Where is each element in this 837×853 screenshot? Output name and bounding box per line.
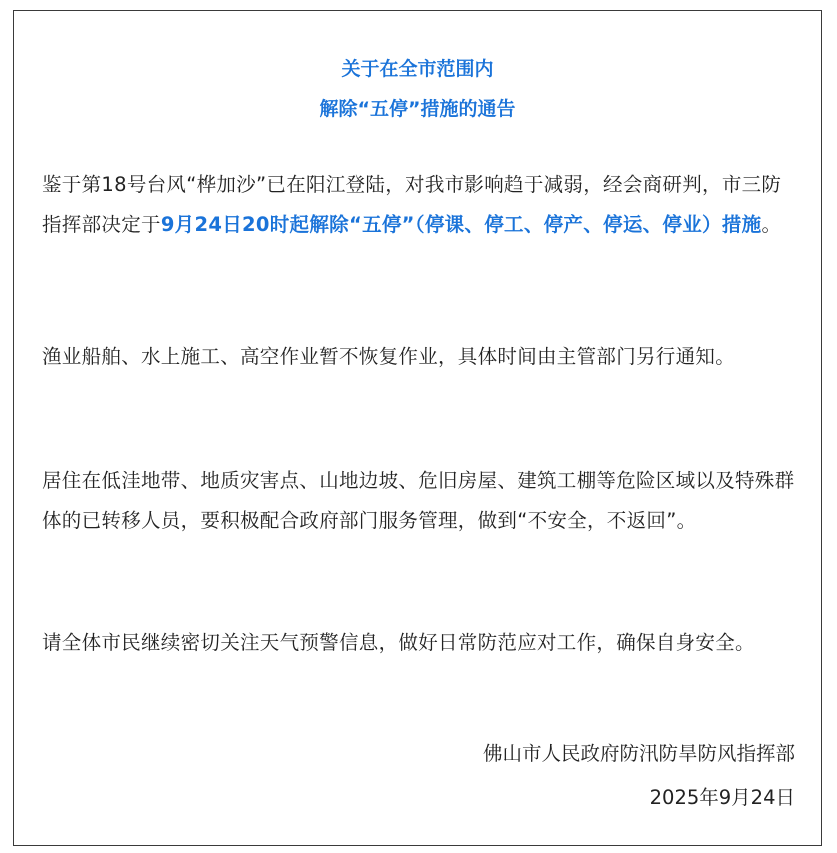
paragraph-lifting-end: 。 <box>761 213 782 236</box>
signature-date: 2025年9月24日 <box>649 786 795 809</box>
notice-title-line2: 解除“五停”措施的通告 <box>319 98 516 120</box>
notice-frame <box>13 10 822 846</box>
paragraph-operations-suspended: 渔业船舶、水上施工、高空作业暂不恢复作业，具体时间由主管部门另行通知。 <box>42 345 736 368</box>
paragraph-public-advice: 请全体市民继续密切关注天气预警信息，做好日常防范应对工作，确保自身安全。 <box>42 631 755 654</box>
signature-organization: 佛山市人民政府防汛防旱防风指挥部 <box>482 742 795 765</box>
notice-title-line1: 关于在全市范围内 <box>341 58 494 80</box>
paragraph-lifting-text: 鉴于第18号台风“桦加沙”已在阳江登陆，对我市影响趋于减弱，经会商研判，市三防指挥部决定于 <box>42 173 782 236</box>
paragraph-evacuees: 居住在低洼地带、地质灾害点、山地边坡、危旧房屋、建筑工棚等危险区域以及特殊群体的已转移人员，要积极配合政府部门服务管理，做到“不安全，不返回”。 <box>42 469 795 532</box>
paragraph-lifting-decision <box>42 165 799 245</box>
lifting-time-highlight: 9月24日20时起解除“五停”（停课、停工、停产、停运、停业）措施 <box>160 213 762 236</box>
